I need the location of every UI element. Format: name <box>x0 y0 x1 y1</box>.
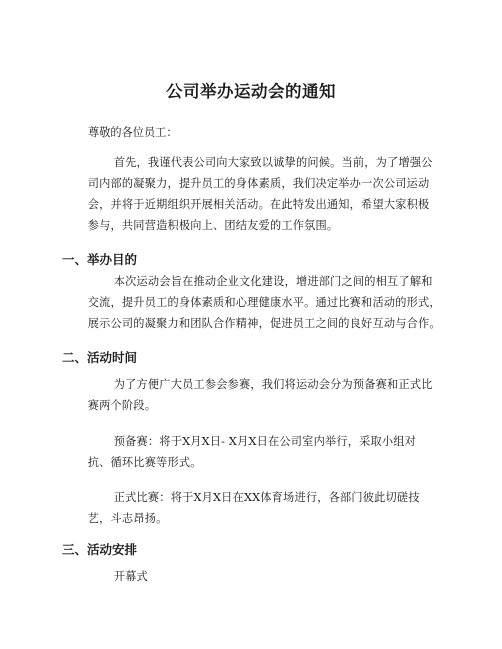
arrangement-paragraph <box>62 566 444 587</box>
text-line: 抗、循环比赛等形式。 <box>87 456 202 469</box>
purpose-paragraph <box>62 271 444 334</box>
text-line: 为了方便广大员工参会参赛，我们将运动会分为预备赛和正式比 <box>113 378 433 391</box>
text-line: 预备赛：将于X月X日- X月X日在公司室内举行，采取小组对 <box>113 435 417 448</box>
time-paragraph-final <box>62 487 444 529</box>
text-line: 司内部的凝聚力，提升员工的身体素质，我们决定举办一次公司运动 <box>87 177 430 190</box>
text-line: 交流，提升员工的身体素质和心理健康水平。通过比赛和活动的形式， <box>87 296 441 309</box>
text-line: 展示公司的凝聚力和团队合作精神，促进员工之间的良好互动与合作。 <box>87 317 441 330</box>
text-line: 艺，斗志昂扬。 <box>87 512 168 525</box>
section-heading-time: 二、活动时间 <box>62 350 138 365</box>
text-line: 赛两个阶段。 <box>87 399 157 412</box>
salutation: 尊敬的各位员工： <box>88 126 178 139</box>
time-paragraph-preliminary <box>62 431 444 473</box>
document-title: 公司举办运动会的通知 <box>166 82 336 101</box>
time-paragraph-intro <box>62 374 444 416</box>
section-heading-purpose: 一、举办目的 <box>62 252 138 267</box>
text-line: 会，并将于近期组织开展相关活动。在此特发出通知，希望大家积极 <box>87 198 430 211</box>
intro-paragraph <box>62 152 444 236</box>
text-line: 参与，共同营造积极向上、团结友爱的工作氛围。 <box>87 219 339 232</box>
text-line: 首先，我谨代表公司向大家致以诚挚的问候。当前，为了增强公 <box>113 156 433 169</box>
text-line: 正式比赛：将于X月X日在XX体育场进行，各部门彼此切磋技 <box>113 491 420 504</box>
text-line: 开幕式 <box>113 570 148 583</box>
section-heading-arrangement: 三、活动安排 <box>62 542 138 557</box>
text-line: 本次运动会旨在推动企业文化建设，增进部门之间的相互了解和 <box>113 275 433 288</box>
